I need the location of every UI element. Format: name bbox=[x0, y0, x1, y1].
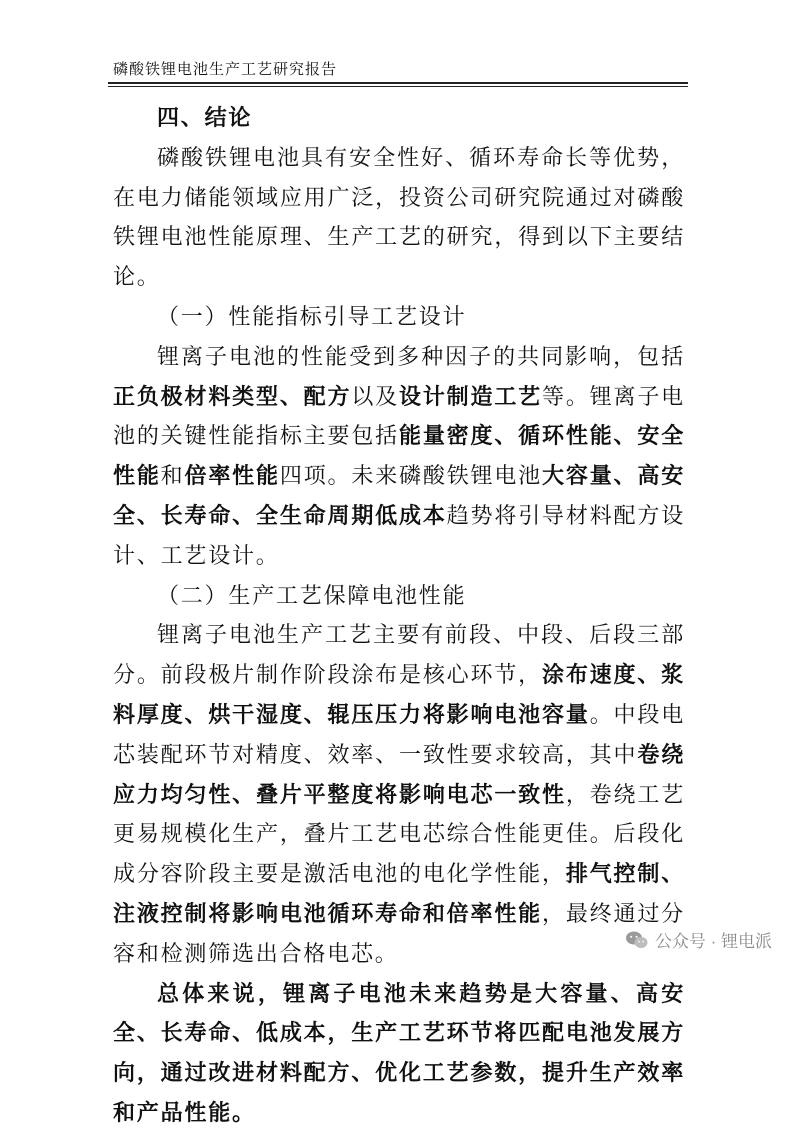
summary-paragraph bbox=[113, 975, 685, 1134]
watermark bbox=[625, 927, 772, 952]
emphasis-run: 卷绕应力均匀性、叠片平整度将影响电芯一致性 bbox=[113, 741, 685, 808]
text-run: 趋势将引导材料配方设计、工艺设计。 bbox=[113, 503, 685, 569]
text-run: 锂离子电池生产工艺主要有前段、中段、后段三部分。前段极片制作阶段涂布是核心环节， bbox=[113, 623, 685, 689]
emphasis-run: 设计制造工艺 bbox=[399, 383, 542, 410]
emphasis-run: 涂布速度、浆料厚度、烘干湿度、辊压压力将影响电池容量 bbox=[113, 662, 685, 728]
text-run: 。中段电芯装配环节对精度、效率、一致性要求较高，其中 bbox=[113, 702, 685, 768]
body-text bbox=[113, 99, 685, 1134]
section-heading: 四、结论 bbox=[157, 105, 253, 131]
header-rule bbox=[108, 82, 688, 84]
running-header: 磷酸铁锂电池生产工艺研究报告 bbox=[113, 60, 338, 78]
subsection-2-paragraph bbox=[113, 616, 685, 974]
subsection-heading-1: （一）性能指标引导工艺设计 bbox=[157, 304, 467, 330]
intro-paragraph: 磷酸铁锂电池具有安全性好、循环寿命长等优势，在电力储能领域应用广泛，投资公司研究院通过对磷酸铁锂电池性能原理、生产工艺的研究，得到以下主要结论。 bbox=[113, 145, 685, 291]
summary-emphasis: 总体来说，锂离子电池未来趋势是大容量、高安全、长寿命、低成本，生产工艺环节将匹配电池发展方向，通过改进材料配方、优化工艺参数，提升生产效率和产品性能。 bbox=[113, 980, 685, 1126]
emphasis-run: 正负极材料类型、配方 bbox=[113, 383, 352, 410]
emphasis-run: 大容量、高安全、长寿命、全生命周期低成本 bbox=[113, 463, 685, 529]
watermark-text: 公众号 · 锂电派 bbox=[654, 932, 772, 951]
emphasis-run: 倍率性能 bbox=[184, 463, 280, 490]
subsection-1-paragraph bbox=[113, 338, 685, 577]
header-rule-thin bbox=[108, 86, 688, 87]
text-run: 锂离子电池的性能受到多种因子的共同影响，包括 bbox=[157, 344, 685, 370]
text-run: ，卷绕工艺更易规模化生产，叠片工艺电芯综合性能更佳。后段化成分容阶段主要是激活电池的电化学性能， bbox=[113, 782, 685, 888]
text-run: 以及 bbox=[351, 384, 399, 410]
wechat-icon bbox=[625, 930, 649, 950]
text-run: 和 bbox=[160, 464, 185, 490]
text-run: ，最终通过分容和检测筛选出合格电芯。 bbox=[113, 901, 685, 967]
text-run: 四项。未来磷酸铁锂电池 bbox=[279, 464, 543, 490]
emphasis-run: 能量密度、循环性能、安全性能 bbox=[113, 423, 685, 490]
subsection-heading-2: （二）生产工艺保障电池性能 bbox=[157, 583, 467, 609]
emphasis-run: 排气控制、注液控制将影响电池循环寿命和倍率性能 bbox=[113, 861, 685, 927]
text-run: 等。锂离子电池的关键性能指标主要包括 bbox=[113, 384, 685, 450]
